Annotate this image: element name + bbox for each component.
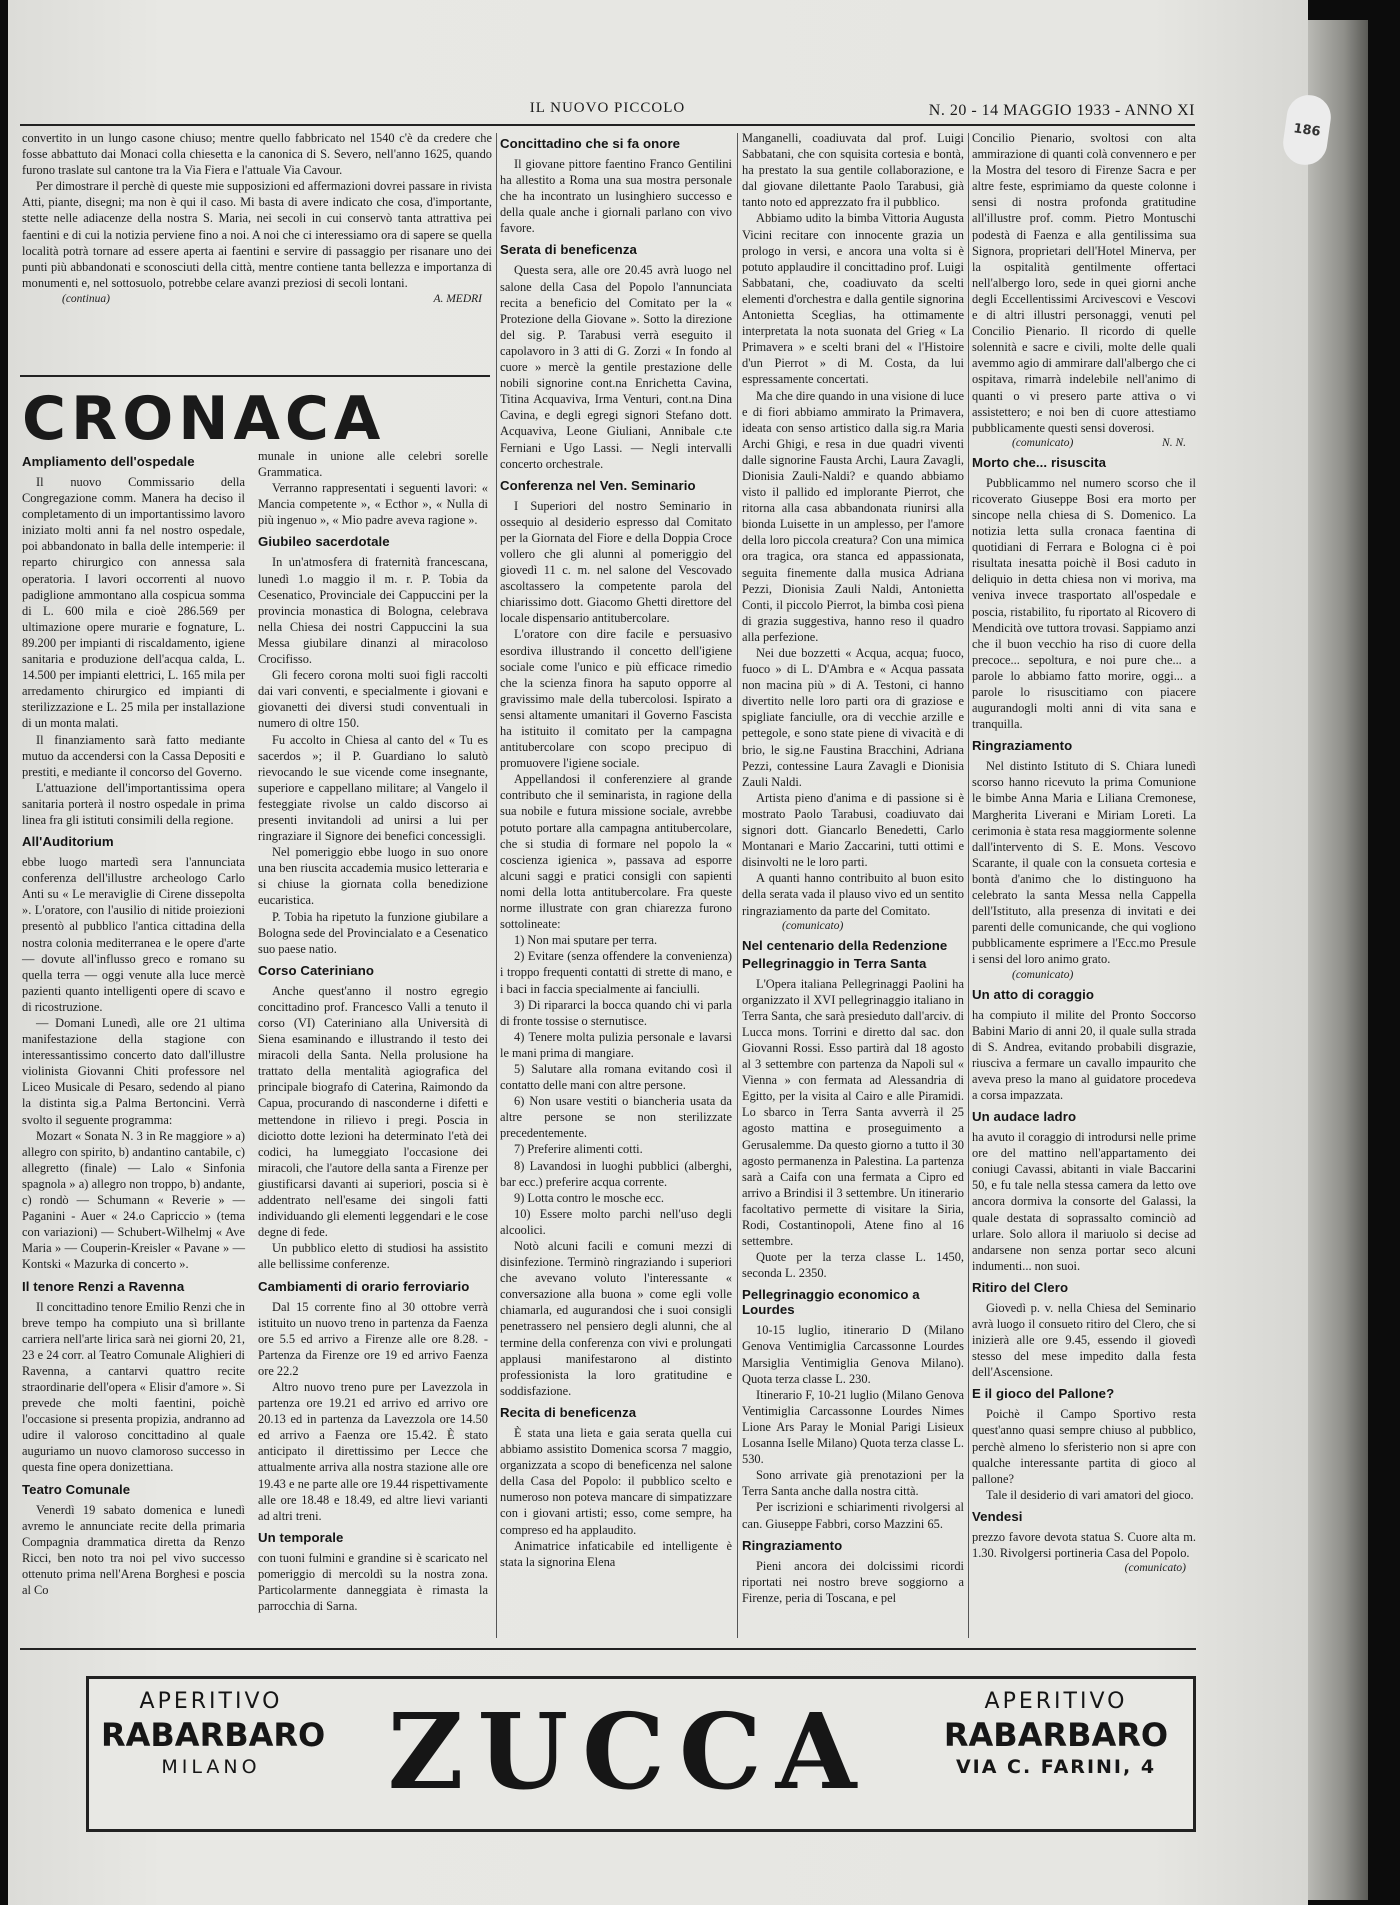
headline: Pellegrinaggio economico a Lourdes [742,1287,920,1318]
headline: Ringraziamento [742,1537,843,1553]
list-item: 7) Preferire alimenti cotti. [514,1142,643,1157]
paragraph: ha compiuto il milite del Pronto Soccorso Babini Mario di anni 20, il quale sulla strada di S. Andrea, evitando probabili disgrazie, riusciva a fermare un cavallo impaurito che aveva preso la mano al guidatore procedeva a corsa impazzata. [972,1007,1196,1102]
ad-brand: ZUCCA [387,1690,871,1813]
paragraph: Quote per la terza classe L. 1450, seconda L. 2350. [742,1250,964,1281]
paragraph: Venerdì 19 sabato domenica e lunedì avremo le annunciate recite della primaria Compagnia drammatica diretta da Renzo Ricci, ben noto tra noi pel vivo successo ottenuto prima nell'Arena Borghesi e poscia al Co [22,1502,245,1597]
paragraph: Il giovane pittore faentino Franco Gentilini ha allestito a Roma una sua mostra personale che ha incontrato un lusinghiero successo e della quale anche i giornali parlano con vivo favore. [500,157,732,236]
headline: Morto che... risuscita [972,454,1107,470]
continua-note: (continua) [62,292,110,305]
paragraph: Abbiamo udito la bimba Vittoria Augusta Vicini recitare con innocente grazia un prologo in versi, e ancora una volta si è potuto applaudire il concittadino prof. Luigi Sabbatani, che, coadiuvato da scelti elementi d'orchestra e dalla gentile signorina Antonietta Sceglias, ha ottimamente interpretata la nota suonata del Grieg « La Primavera » e scelti brani del « l'Histoire d'un Pierrot » di M. Costa, da lui espressamente concertati. [742,211,964,387]
paragraph: Giovedì p. v. nella Chiesa del Seminario avrà luogo il consueto ritiro del Clero, che si inizierà alle ore 9.45, essendo il giovedì stesso del mese impedito dalla festa dell'Ascensione. [972,1300,1196,1380]
headline: Teatro Comunale [22,1481,131,1497]
list-item: 8) Lavandosi in luoghi pubblici (alberghi, bar ecc.) preferire acqua corrente. [500,1158,732,1189]
paragraph: Il concittadino tenore Emilio Renzi che in breve tempo ha compiuto una sì brillante carriera nell'arte lirica sarà nei giorni 20, 21, 23 e 24 corr. al Teatro Comunale Alighieri di Ravenna, a cantarvi quattro recite straordinarie dell'opera « Elisir d'amore ». Si prevede che molti faentini, poichè l'occasione si presenta propizia, andranno ad udire il valoroso concittadino al quale auguriamo un nuovo clamoroso successo in questa fine opera donizettiana. [22,1299,245,1475]
headline: Corso Cateriniano [258,962,375,978]
paragraph: Verranno rappresentati i seguenti lavori: « Mancia competente », « Ecthor », « Nulla di più ingenuo », « Mio padre aveva ragione ». [258,481,488,528]
list-item: 3) Di ripararci la bocca quando chi vi parla di fronte tossise o sternutisce. [500,997,732,1028]
headline: Serata di beneficenza [500,242,637,258]
paragraph: Sono arrivate già prenotazioni per la Terra Santa anche dalla nostra città. [742,1468,964,1499]
paragraph: Il nuovo Commissario della Congregazione comm. Manera ha deciso il completamento di un importantissimo lavoro iniziato molti anni fa nel nostro ospedale, poi abbandonato in balla delle intemperie: il reparto chirurgico con annessa sala operatoria. I lavori occorrenti al nuovo padiglione ammontano alla cospicua somma di L. 600 mila e cioè 286.569 per ultimazione opere murarie e fognature, L. 89.200 per impianti di riscaldamento, igiene sanitaria e produzione dell'acqua calda, L. 14.500 per impianti elettrici, L. 165 mila per arredamento chirurgico ed impianti di sterilizzazione e L. 25 mila per installazione di un monta malati. [22,475,245,731]
comunicato-note: (comunicato) [1012,436,1074,449]
column-1 [22,448,245,1598]
headline: All'Auditorium [22,834,114,850]
paragraph: È stata una lieta e gaia serata quella cui abbiamo assistito Domenica scorsa 7 maggio, organizzata a scopo di beneficenza nel salone della Casa del Popolo: il pubblico scelto e numeroso non poteva mancare di simpatizzare con i giovani artisti; esso, come sempre, ha compreso ed ha applaudito. [500,1425,732,1537]
paragraph: con tuoni fulmini e grandine si è scaricato nel pomeriggio di mercoldì su la nostra zona. Particolarmente danneggiata è rimasta la parrocchia di Sarna. [258,1550,488,1614]
article-signature [22,293,492,305]
paragraph: Questa sera, alle ore 20.45 avrà luogo nel salone della Casa del Popolo l'annunciata recita a beneficio del Comitato per la « Protezione della Giovane ». Sotto la direzione del sig. P. Tarabusi verrà eseguito il capolavoro in 3 atti di G. Zorzi « In fondo al cuore » mercè la gentile prestazione delle nobili signorine cont.na Enrichetta Cavina, Titina Acquaviva, Irma Venturi, cont.na Dina Cavina, e degli egregi signori Stefano dott. Acquaviva, Leone Giuliani, Annibale c.te Ferniani e Ugo Lassi. — Negli intervalli concerto orchestrale. [500,263,732,471]
list-item: 5) Salutare alla romana evitando così il contatto delle mani con altre persone. [500,1061,732,1093]
headline: E il gioco del Pallone? [972,1386,1115,1402]
paragraph: Notò alcuni facili e comuni mezzi di disinfezione. Terminò ringraziando i superiori che avevano voluto l'interessante « conversazione alla buona » come egli volle chiamarla, ed augurandosi che i suoi consigli penetrassero nel pensiero degli alunni, che al termine della conferenza con vivi e prolungati applausi manifestarono al distinto professionista la loro gratitudine e soddisfazione. [500,1239,732,1398]
headline: Il tenore Renzi a Ravenna [22,1278,185,1294]
advertisement [86,1676,1196,1832]
signature [1012,437,1196,449]
paragraph: Dal 15 corrente fino al 30 ottobre verrà istituito un nuovo treno in partenza da Faenza ore 5.5 ed arrivo a Firenze alle ore 8.28. - Partenza da Firenze ore 19 ed arrivo Faenza ore 22.2 [258,1299,488,1378]
paragraph: L'attuazione dell'importantissima opera sanitaria porterà il nostro ospedale in prima linea fra gli istituti consimili della regione. [22,780,245,827]
page-edge [1308,20,1368,1900]
list-item: 4) Tenere molta pulizia personale e lavarsi le mani prima di mangiare. [500,1029,732,1060]
headline: Recita di beneficenza [500,1404,637,1420]
paragraph: Nel distinto Istituto di S. Chiara lunedì scorso hanno ricevuto la prima Comunione le bimbe Anna Maria e Liliana Cremonese, Margherita Liverani e Miriam Loreti. La cerimonia è stata resa maggiormente solenne dall'intervento di S. E. Mons. Vescovo Scarante, il quale con la consueta cortesia e bontà d'animo che lo distinguono ha celebrato la santa Messa nella Cappella dell'Istituto, alla presenza di invitati e dei parenti delle comunicande, che qui vogliono pubblicamente esprimere a l'Ecc.mo Presule i sensi del loro animo grato. [972,759,1196,967]
paragraph: In un'atmosfera di fraternità francescana, lunedì 1.o maggio il m. r. P. Tobia da Cesenatico, Provinciale dei Cappuccini per la provincia monastica di Bologna, celebrava nella Chiesa dei nostri Cappuccini la sua Messa giubilare dinanzi al miracoloso Crocifisso. [258,555,488,667]
paragraph: Tale il desiderio di vari amatori del gioco. [986,1487,1194,1502]
paragraph: Appellandosi il conferenziere al grande contributo che il seminarista, in ragione della sua nobile e futura missione sociale, avrebbe potuto portare alla campagna antitubercolare, che si studia di formare nel popolo la « coscienza igienica », passava ad esporre alcuni saggi e pratici consigli con sapienti nomi della lotta antitubercolare. Fra queste norme illustrate con gran chiarezza furono sottolineate: [500,772,732,932]
ad-right-line1: APERITIVO [984,1689,1128,1714]
list-item: 9) Lotta contro le mosche ecc. [514,1190,665,1205]
paragraph: P. Tobia ha ripetuto la funzione giubilare a Bologna sede del Provincialato e a Cesenatico suo paese natio. [258,909,488,956]
column-rule [737,133,738,1638]
paragraph: L'oratore con dire facile e persuasivo esordiva illustrando il concetto dell'igiene sociale come l'unico e più efficace rimedio che la scienza finora ha saputo opporre al gravissimo male della tubercolosi. Ispirato a sensi altamente umanitari il Governo Fascista ha istituito il comitato per la campagna antitubercolare con scopo precipuo di promuovere l'igiene sociale. [500,627,732,771]
paragraph: Manganelli, coadiuvata dal prof. Luigi Sabbatani, che con squisita cortesia e bontà, ha prestato la sua gentile collaborazione, e dal giovane dilettante Paolo Tarabusi, già tanto noto ed apprezzato fra il pubblico. [742,131,964,210]
column-4 [742,130,964,1606]
paragraph: Per iscrizioni e schiarimenti rivolgersi al can. Giuseppe Fabbri, corso Mazzini 65. [742,1500,964,1531]
signature: (comunicato) [1124,1562,1186,1575]
headline: Ampliamento dell'ospedale [22,454,195,469]
ad-right-line3: VIA C. FARINI, 4 [955,1756,1157,1778]
ad-right-line2: RABARBARO [943,1716,1169,1754]
continued-article [22,130,492,305]
ad-left-line3: MILANO [161,1756,261,1778]
headline: Vendesi [972,1508,1023,1524]
paragraph: Anche quest'anno il nostro egregio concittadino prof. Francesco Valli a tenuto il corso (VI) Cateriniano alla Università di Siena esaminando e illustrando il testo dei miracoli della Santa. Nella prolusione ha trattato della mentalità agiografica del principale biografo di Caterina, Raimondo da Capua, procurando di nasconderne i difetti e mettendone in rilievo i pregi. Poscia in diciotto dotte lezioni ha determinato l'età dei codici, ha lumeggiato l'occasione dei miracoli, che l'autore della santa a Firenze per giustificarsi davanti ai superiori, poscia si è addentrato nell'esame dei singoli fatti individuando gli elementi leggendari e le cose degne di fede. [258,983,488,1240]
paragraph: — Domani Lunedì, alle ore 21 ultima manifestazione della stagione con interessantissimo concerto dato dall'illustre violinista Giovanni Chiti professore nel Liceo Musicale di Pesaro, sedendo al piano la distinta sig.a Palma Bertoncini. Verrà svolto il seguente programma: [22,1016,245,1127]
paragraph: munale in unione alle celebri sorelle Grammatica. [258,449,488,480]
headline: Nel centenario della Redenzione [742,937,948,953]
masthead [20,96,1195,126]
paragraph: Ma che dire quando in una visione di luce e di fiori abbiamo ammirato la Primavera, ideata con senso artistico dalla sig.ra Maria Archi Ghigi, e resa in due quadri viventi dalle signorine Fausta Archi, Laura Zavagli, Dionisia Zauli-Naldi? e quando abbiamo visto il pallido ed implorante Pierrot, che ritorna alla casa abbandonata riunirsi alla bionda Luisette in un amplesso, per l'amore della loro piccola creatura? Con una mimica ora tragica, ora stanca ed appassionata, seguita finemente dalla musica Adriana Pezzi, Dionisia Zauli Naldi, Antonietta Conti, il piccolo Pierrot, la bimba così piena di grazia suggestiva, hanno reso il quadro alla perfezione. [742,388,964,644]
paragraph: ebbe luogo martedì sera l'annunciata conferenza dell'illustre archeologo Carlo Anti su « Le meraviglie di Cirene dissepolta ». L'oratore, con l'ausilio di nitide proiezioni presentò al pubblico l'antica cittadina della nostra colonia mediterranea e le opere d'arte — dovute all'influsso greco e romano su quella terra — oggi venute alla luce mercè pazienti quanto intelligenti opere di scavo e di ricostruzione. [22,855,245,1014]
paragraph: I Superiori del nostro Seminario in ossequio al desiderio espresso dal Comitato per la Giornata del Fiore e della Doppia Croce vollero che gli alunni al pomeriggio del giovedì 11 c. m. nel salone del Vescovado ascoltassero la competente parola del chiarissimo dott. Giacomo Ghetti direttore del locale dispensario antitubercolare. [500,498,732,626]
list-item: 10) Essere molto parchi nell'uso degli alcoolici. [500,1206,732,1237]
paragraph: convertito in un lungo casone chiuso; mentre quello fabbricato nel 1540 c'è da credere che fosse abbattuto dai Monaci colla chiesetta e la canonica di S. Severo, nell'anno 1625, quando furono traslate sul cantone tra la Via Fiera e l'attuale Via Cavour. [22,131,492,178]
column-rule [496,133,497,1638]
paragraph: prezzo favore devota statua S. Cuore alta m. 1.30. Rivolgersi portineria Casa del Popolo. [972,1529,1196,1561]
paragraph: Un pubblico eletto di studiosi ha assistito alle bellissime conferenze. [258,1241,488,1272]
paragraph: Per dimostrare il perchè di queste mie supposizioni ed affermazioni dovrei passare in rivista Atti, piante, disegni; ma non è qui il caso. Mi basta di avere indicato che cosa, d'importante, stette nelle adiacenze della nostra S. Maria, nei secoli in cui conservò tanta attrattiva pei faentini e di cui la notizia perviene fino a noi. A noi che ci interessiamo ora di sapere se quella località potrà tornare ad essere aperta ai faentini e servire di passaggio per risanare uno dei punti più abbandonati e sconosciuti della città, mentre contiene tanta bellezza e importanza di monumenti e, nel sottosuolo, potrebbe celare avanzi preziosi di secoli lontani. [22,179,492,290]
headline: Pellegrinaggio in Terra Santa [742,955,927,971]
ad-left-line2: RABARBARO [101,1716,326,1754]
headline: Conferenza nel Ven. Seminario [500,477,696,493]
newspaper-title: IL NUOVO PICCOLO [529,100,686,116]
headline: Un audace ladro [972,1109,1077,1125]
paragraph: Gli fecero corona molti suoi figli raccolti dai vari conventi, e specialmente i giovani e giovanetti dei diversi studi conventuali in numero di oltre 150. [258,668,488,731]
column-rule [968,133,969,1638]
divider [20,1648,1196,1650]
library-stamp: 186 [1280,92,1333,167]
paragraph: Animatrice infaticabile ed intelligente è stata la signorina Elena [500,1538,732,1569]
paragraph: Itinerario F, 10-21 luglio (Milano Genova Ventimiglia Carcassonne Lourdes Nimes Lione Ars Paray le Monial Parigi Lisieux Losanna Iselle Milano) Quota terza classe L. 530. [742,1387,964,1467]
paragraph: Concilio Pienario, svoltosi con alta ammirazione di quanti colà convennero e per la Mostra del tesoro di Firenze Sacra e per altre feste, esprimiamo da queste colonne i sensi di nostra profonda gratitudine all'illustre prof. comm. Pietro Montuschi podestà di Faenza e alla gentilissima sua Signora, proprietari dell'Hotel Minerva, per la ospitalità gentilmente offertaci nell'albergo loro, sede in quei giorni anche degli Eccellentissimi Arcivescovi e Vescovi e di altri illustri personaggi, venuti pel Concilio Pienario. Il ricordo di quelle solennità e sacre e civili, molte delle quali avemmo agio di ammirare dall'albergo che ci ospitava, rimarrà indelebile nell'animo di quanti o vi presero parte attiva o vi assistettero; e noi ben di cuore attestiamo pubblicamente questi sensi doverosi. [972,131,1196,435]
headline: Un atto di coraggio [972,986,1095,1002]
section-title: CRONACA [22,384,386,454]
paragraph: Pieni ancora dei dolcissimi ricordi riportati nei nostro breve soggiorno a Firenze, peria di Toscana, e pel [742,1558,964,1605]
list-item: 2) Evitare (senza offendere la convenienza) i troppo frequenti contatti di strette di mano, e i baci in faccia specialmente ai fanciulli. [500,949,732,996]
paragraph: Il finanziamento sarà fatto mediante mutuo da accendersi con la Cassa Depositi e prestiti, e mediante il concorso del Governo. [22,732,245,779]
ad-right-block [931,1689,1181,1778]
signature: (comunicato) [1012,968,1074,981]
ad-left-block [101,1689,326,1778]
headline: Concittadino che si fa onore [500,136,681,151]
paragraph: ha avuto il coraggio di introdursi nelle prime ore del mattino nell'appartamento dei coniugi Cavassi, abitanti in viale Baccarini 50, e fu tale nella stessa camera da letto ove ancora dormiva la consorte del Galassi, la quale destata di soprassalto cominciò ad urlare. Solo allora il mariuolo si decise ad andarsene non senza portar seco alcuni indumenti... non suoi. [972,1130,1196,1273]
column-3 [500,130,732,1570]
paragraph: Mozart « Sonata N. 3 in Re maggiore » a) allegro con spirito, b) andantino cantabile, c) allegretto (finale) — Lalo « Sinfonia spagnola » a) allegro non troppo, b) andante, c) rondò — Schumann « Reverie » — Paganini - Auer « 24.o Capriccio » (tema con variazioni) — Schubert-Wilhelmj « Ave Maria » — Couperin-Kreisler « Pavane » — Kontski « Mazurka di concerto ». [22,1128,245,1272]
headline: Un temporale [258,1529,344,1545]
signature: (comunicato) [782,919,844,932]
paragraph: Pubblicammo nel numero scorso che il ricoverato Giuseppe Bosi era morto per sincope nella chiesa di S. Domenico. La notizia letta sulla cronaca faentina di quotidiani di Ferrara e Bologna ci è poi risultata inesatta poichè il Bosi caduto in deliquio in detta chiesa non vi moriva, ma veniva invece trasportato all'ospedale e poscia, ristabilito, fu riportato al Ricovero di Mendicità ove tuttora trovasi. Sappiamo anzi che il buon vecchio ha riso di cuore della precoce... sepoltura, e noi pure che... a parole lo abbiamo fatto morire, oggi... a parole lo risuscitiamo con piacere augurandogli molti anni di vita sana e tranquilla. [972,475,1196,732]
column-5 [972,130,1196,1577]
issue-line: N. 20 - 14 MAGGIO 1933 - ANNO XI [928,102,1195,119]
headline: Ritiro del Clero [972,1279,1069,1295]
initials: N. N. [1162,436,1186,449]
divider [20,375,490,377]
headline: Ringraziamento [972,738,1073,754]
paragraph: Altro nuovo treno pure per Lavezzola in partenza ore 19.21 ed arrivo ed arrivo ore 20.13 ed in partenza da Lavezzola ore 14.50 ed arrivo a Faenza ore 15.42. È stato anticipato il direttissimo per Lecce che attualmente arriva alla nostra stazione alle ore 19.43 e ne parte alle ore 19.44 rispettivamente alle ore 18.48 e 18.49, ed altre lievi varianti ad altri treni. [258,1379,488,1523]
paragraph: 10-15 luglio, itinerario D (Milano Genova Ventimiglia Carcassonne Lourdes Marsiglia Ventimiglia Genova Milano). Quota terza classe L. 230. [742,1323,964,1386]
author: A. MEDRI [433,292,482,305]
paragraph: Nel pomeriggio ebbe luogo in suo onore una ben riuscita accademia musico letteraria e si chiuse la giornata colla benedizione eucaristica. [258,845,488,908]
headline: Cambiamenti di orario ferroviario [258,1278,470,1294]
ad-left-line1: APERITIVO [139,1689,283,1714]
list-item: 1) Non mai sputare per terra. [514,933,658,948]
paragraph: Artista pieno d'anima e di passione si è mostrato Paolo Tarabusi, coadiuvato dai signori dott. Giancarlo Benedetti, Carlo Montanari e Mario Zaccarini, tutti ottimi e disinvolti ne le loro parti. [742,790,964,870]
list-item: 6) Non usare vestiti o biancheria usata da altre persone se non sterilizzate precedentemente. [500,1094,732,1141]
paragraph: Nei due bozzetti « Acqua, acqua; fuoco, fuoco » di L. D'Ambra e « Acqua passata non macina più » di A. Testoni, ci hanno divertito nelle loro parti ora di graziose e spigliate fanciulle, ora di vecchie arzille e pettegole, e sono state piene di vivacità e di brio, le sig.ne Faustina Bracchini, Adriana Pezzi, contessine Laura Zavagli e Dionisia Zauli Naldi. [742,646,964,789]
paragraph: Poichè il Campo Sportivo resta quest'anno quasi sempre chiuso al pubblico, perchè almeno lo sferisterio non si apre con qualche interessante partita di gioco al pallone? [972,1407,1196,1486]
headline: Giubileo sacerdotale [258,534,390,550]
paragraph: L'Opera italiana Pellegrinaggi Paolini ha organizzato il XVI pellegrinaggio italiano in Terra Santa, che sarà presieduto dall'arciv. di Lucca mons. Torrini e diretto dal sac. don Giovanni Rossi. Esso partirà dal 18 agosto al 3 settembre con partenza da Napoli sul « Vienna » con fermata ad Alessandria di Egitto, per la visita al Cairo e alle Piramidi. Lo sbarco in Terra Santa avverrà il 25 agosto mattina e proseguimento a Gerusalemme. Da questo giorno a tutto il 30 agosto permanenza in Palestina. La partenza sarà a Caifa con una fermata a Cipro ed arrivo a Brindisi il 3 settembre. Un itinerario facoltativo permette di visitare la Siria, Rodi, Costantinopoli, Atene fino al 16 settembre. [742,976,964,1249]
paragraph: A quanti hanno contribuito al buon esito della serata vada il plauso vivo ed un sentito ringraziamento da parte del Comitato. [742,871,964,918]
paragraph: Fu accolto in Chiesa al canto del « Tu es sacerdos »; il P. Guardiano lo salutò rievocando le sue vicende come insegnante, superiore e cappellano militare; al Vangelo il festeggiate rivolse un caldo discorso ai presenti invitandoli ad unirsi a lui per ringraziare il Signore dei benefici concessigli. [258,732,488,844]
column-2 [258,448,488,1614]
